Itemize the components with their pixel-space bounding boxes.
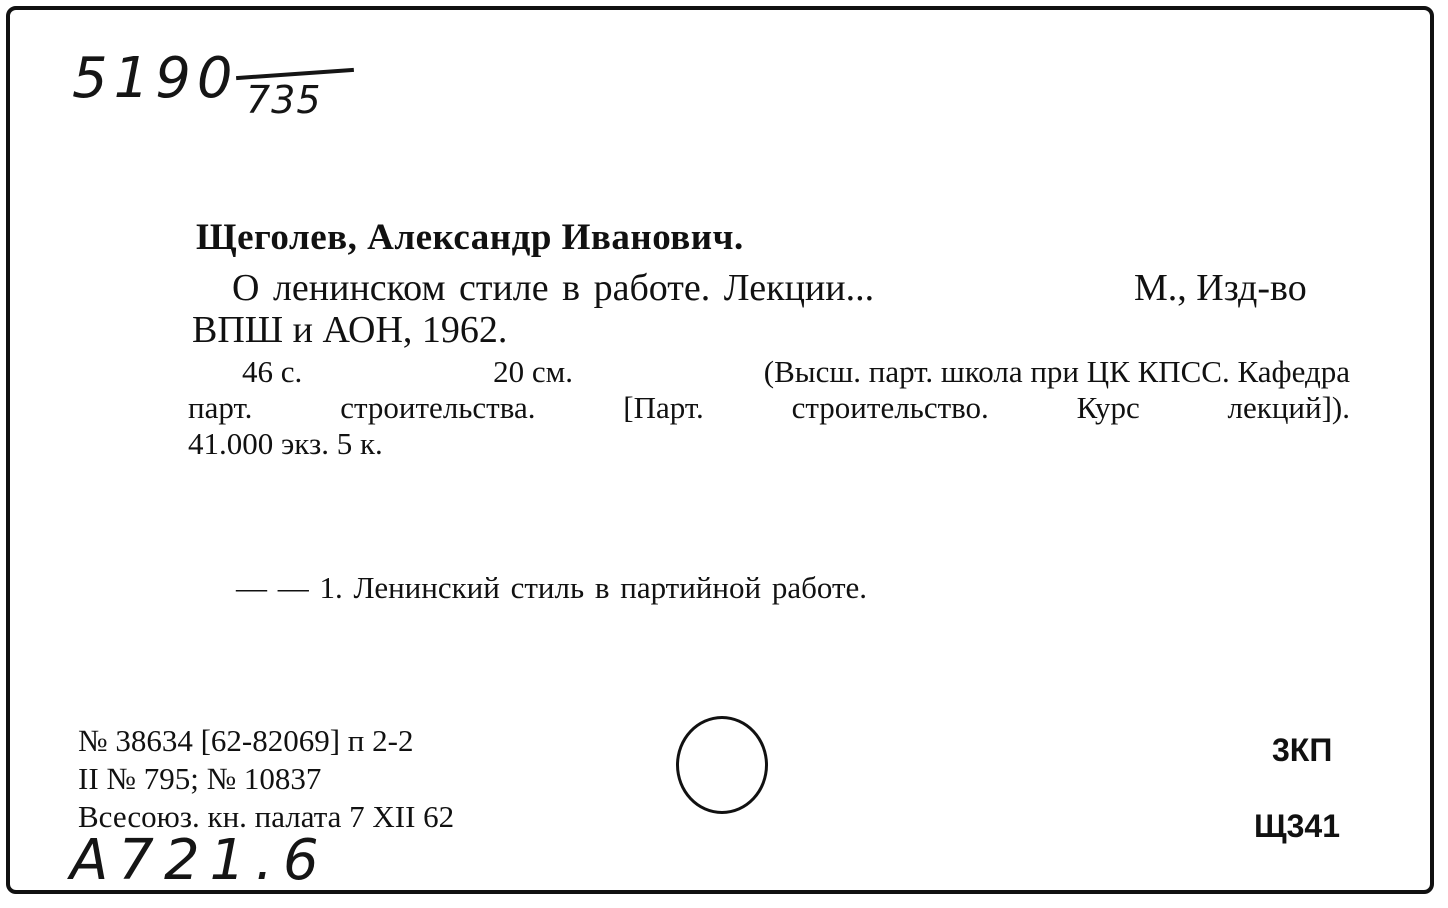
subject-heading: — — 1. Ленинский стиль в партийной работе.: [236, 570, 868, 605]
title-line-1: О ленинском стиле в работе. Лекции...: [232, 267, 875, 309]
handwritten-location-code: A721.6: [70, 828, 329, 893]
card-footer: [78, 722, 454, 836]
handwritten-sub-number: 735: [246, 78, 322, 122]
footer-line-1: № 38634 [62-82069] п 2-2: [78, 723, 414, 758]
series-text: (Высш. парт. школа при ЦК КПСС. Кафедра: [763, 354, 1350, 389]
footer-line-2: II № 795; № 10837: [78, 761, 322, 796]
footer-line-3: Всесоюз. кн. палата 7 XII 62: [78, 799, 455, 834]
desc-word: парт.: [188, 390, 253, 425]
description-line-3: [188, 426, 1350, 462]
title-publisher: М., Изд-во: [1134, 267, 1307, 309]
punch-hole-circle: [676, 716, 768, 814]
desc-word: [Парт.: [623, 390, 704, 425]
desc-word: строительство.: [791, 390, 989, 425]
title-line-2: ВПШ и АОН, 1962.: [192, 309, 508, 351]
physical-description: [188, 354, 1350, 462]
handwritten-call-number: 5190: [72, 46, 239, 111]
size-text: 20 см.: [493, 354, 573, 389]
author-mark-code: Щ341: [1254, 808, 1340, 844]
desc-word: Курс: [1076, 390, 1140, 425]
pages-text: 46 с.: [242, 354, 303, 389]
desc-word: строительства.: [340, 390, 536, 425]
author-heading: Щеголев, Александр Иванович.: [196, 217, 744, 258]
desc-word: лекций]).: [1227, 390, 1350, 425]
description-line-2: [188, 390, 1350, 426]
classification-code: 3КП: [1272, 732, 1333, 768]
print-run-text: 41.000 экз. 5 к.: [188, 426, 383, 461]
description-line-1: [188, 354, 1350, 390]
